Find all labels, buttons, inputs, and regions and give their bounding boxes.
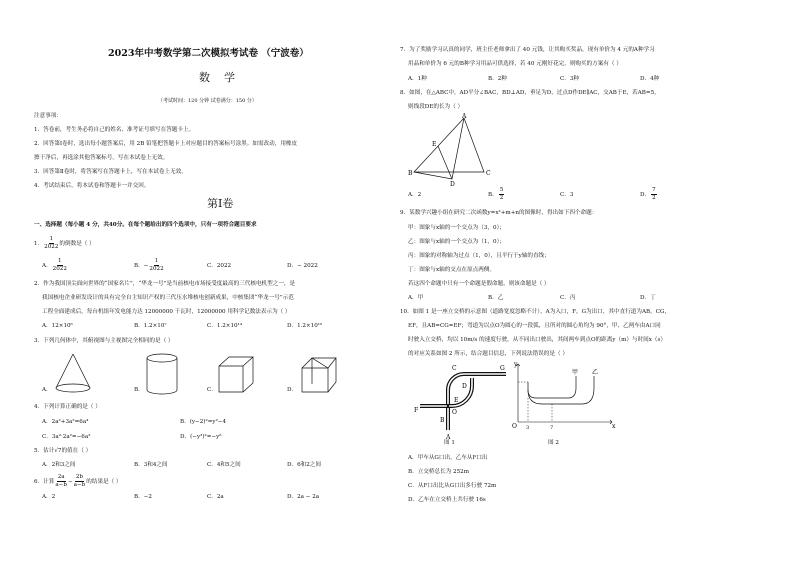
q9-option-c: C．丙 xyxy=(560,295,576,301)
fig1-label-f: F xyxy=(414,407,419,414)
question-6: 6．计算 $\frac{2a}{a-b}$ − $\frac{2b}{a-b}$ 的结果是（ ） xyxy=(34,474,122,488)
q2-option-b: B．1.2×10⁷ xyxy=(134,323,167,329)
q1-option-d: D．− 2022 xyxy=(287,263,318,269)
q9-line-3: 乙：图象与x轴的一个交点为（1，0）； xyxy=(408,239,505,245)
q3-option-b: B． xyxy=(134,387,144,393)
q2-option-d: D．1.2×10¹⁵ xyxy=(287,323,323,329)
q5-option-c: C．4和5之间 xyxy=(207,462,241,468)
q8-line-1: 8．如图，在△ABC中，AD平分∠BAC，BD⊥AD，垂足为D，过点D作DE∥AC，交AB于E，若AB=5， xyxy=(400,90,660,96)
cone-figure xyxy=(52,352,94,396)
fig1-label-c: C xyxy=(452,365,457,372)
q2-line-3: 工程全面建成后，每台机组年发电能力达 12000000 千瓦时，12000000 用科学记数法表示为（ ） xyxy=(42,309,291,315)
fig1-label-o: O xyxy=(452,409,457,416)
volume-title: 第Ⅰ卷 xyxy=(207,197,234,210)
q7-line-2: 用品和单价为 6 元的B种学习用品可供选择，若 40 元刚好花完，则购买的方案有（ ） xyxy=(408,61,622,67)
q2-option-a: A．12×10⁶ xyxy=(42,323,73,329)
q4-option-a: A．2a²+3a²=6a⁴ xyxy=(42,419,89,425)
q9-line-5: 丁：图象与x轴的交点在原点两侧。 xyxy=(408,267,496,273)
q9-option-a: A．甲 xyxy=(408,295,424,301)
question-5: 5．估计√7的值在（ ） xyxy=(34,448,92,454)
q3-option-d: D． xyxy=(287,387,298,393)
q1-option-a: A． $\frac{1}{2022}$ xyxy=(42,258,67,272)
label-a: A xyxy=(462,113,467,120)
distance-time-graph xyxy=(508,360,618,430)
fig2-label-x: x xyxy=(612,423,616,430)
fig1-label-a: A xyxy=(446,434,451,440)
q1-option-b: B．− $\frac{1}{2022}$ xyxy=(134,258,164,272)
q8-triangle-figure xyxy=(408,112,498,188)
question-4: 4．下列计算正确的是（ ） xyxy=(34,404,101,410)
q9-option-b: B．乙 xyxy=(488,295,504,301)
subject-title: 数学 xyxy=(199,71,249,84)
q4-option-b: B．(y−2)²=y²−4 xyxy=(180,419,227,425)
q9-line-1: 9．某数学兴趣小组在研究二次函数y=x²+m+n的图像时，得出如下四个命题： xyxy=(400,210,598,216)
note-3: 3．回答第Ⅱ卷时，将答案写在答题卡上，写在本试卷上无效。 xyxy=(34,169,187,175)
q10-option-b: B．立交桥总长为 252m xyxy=(408,469,470,475)
q3-option-c: C． xyxy=(207,387,217,393)
q9-line-4: 丙：图象的对称轴为过点（1，0），且平行于y轴的直线； xyxy=(408,253,550,259)
q9-option-d: D．丁 xyxy=(640,295,656,301)
fig2-tick-7: 7 xyxy=(550,425,554,430)
fig2-label-yi: 乙 xyxy=(592,369,599,376)
q4-option-c: C．3a²·2a²=−6a² xyxy=(42,434,91,440)
q8-option-b: B． $\frac{5}{2}$ xyxy=(488,187,504,201)
fig2-label-jia: 甲 xyxy=(572,369,579,376)
question-3: 3．下列几何体中，其俯视图与主视图完全相同的是（ ） xyxy=(34,338,174,344)
q4-option-d: D．(−y³)²=−y⁶ xyxy=(180,434,222,440)
time-info: （考试时间：120 分钟 试卷满分：150 分） xyxy=(158,98,257,104)
cube-figure xyxy=(216,354,258,398)
q6-option-a: A．2 xyxy=(42,494,56,500)
q3-option-a: A． xyxy=(42,387,52,393)
q7-option-d: D．4种 xyxy=(640,76,660,82)
fig2-label-y: y xyxy=(514,361,518,368)
label-e: E xyxy=(432,141,437,148)
fig1-caption: 图 1 xyxy=(444,440,455,446)
section-heading: 一、选择题（每小题 4 分，共40分。在每个题给出的四个选项中，只有一项符合题目要求 xyxy=(34,222,257,228)
note-2: 2．回答第Ⅰ卷时，选出每小题答案后，用 2B 铅笔把答题卡上对应题目的答案标号涂黑。如需改动，用橡皮 xyxy=(34,141,298,147)
q10-option-a: A．甲车从G口出，乙车从F口出 xyxy=(408,455,488,461)
fig2-label-o: O xyxy=(512,423,517,430)
label-c: C xyxy=(486,170,491,177)
fig1-label-e: E xyxy=(454,397,459,404)
q1-option-c: C．2022 xyxy=(207,263,232,269)
note-2-cont: 擦干净后，再选涂其他答案标号。写在本试卷上无效。 xyxy=(34,155,169,161)
notes-heading: 注意事项： xyxy=(34,113,62,119)
q8-option-d: D． $\frac{7}{2}$ xyxy=(640,187,656,201)
q5-option-a: A．2和3之间 xyxy=(42,462,76,468)
q2-option-c: C．1.2×10¹⁴ xyxy=(207,323,243,329)
q9-line-2: 甲：图象与x轴的一个交点为（3，0）； xyxy=(408,225,505,231)
label-d: D xyxy=(450,181,455,188)
q10-option-d: D．乙车在立交桥上共行驶 16s xyxy=(408,497,486,503)
q10-line-3: 时驶入立交桥，均以 10m/s 的速度行驶，从不同出口驶出，其间两车到点O的距离y（m）与时间x（s） xyxy=(408,337,666,343)
q8-line-2: 则线段DE的长为（ ） xyxy=(408,104,464,110)
label-b: B xyxy=(408,170,413,177)
q10-line-2: EF，且AB=CG=EF；弯道为以点O为圆心的一段弧，且所对的圆心角均为 90°，甲、乙两车由A口同 xyxy=(408,323,661,329)
q6-option-c: C．2a xyxy=(207,494,224,500)
note-1: 1．答卷前，考生务必将自己的姓名、准考证号填写在答题卡上。 xyxy=(34,127,195,133)
q7-option-a: A．1种 xyxy=(408,76,427,82)
fig2-caption: 图 2 xyxy=(548,440,559,446)
q5-option-b: B．3和4之间 xyxy=(134,462,168,468)
q7-option-b: B．2种 xyxy=(488,76,507,82)
q6-option-b: B．−2 xyxy=(134,494,152,500)
fig2-tick-3: 3 xyxy=(526,425,530,430)
interchange-figure xyxy=(412,360,512,440)
q2-line-1: 2．作为我国顶尖面向世界的“国家名片”，“华龙一号”是当前核电市场接受度最高的三代核电机型之一，是 xyxy=(34,281,296,287)
q5-option-d: D．6和2之间 xyxy=(287,462,321,468)
fig1-label-g: G xyxy=(500,365,505,372)
q7-line-1: 7．为了奖励学习认真的同学，班主任老师拿出了 40 元钱，让其购买奖品，现有单价为 4 元的A种学习 xyxy=(400,47,655,53)
q10-line-4: 的对应关系如图 2 所示，结合题目信息，下列说法错误的是（ ） xyxy=(408,351,568,357)
q10-option-c: C．从F口出比从G口出多行驶 72m xyxy=(408,483,497,489)
q10-line-1: 10．如图 1 是一座立交桥的示意图（道路宽度忽略不计），A为入口，F，G为出口，其中直行道为AB，CG， xyxy=(400,309,671,315)
q6-option-d: D．2a − 2a xyxy=(287,494,320,500)
q7-option-c: C．3种 xyxy=(560,76,580,82)
question-1: 1． $\frac{1}{2022}$ 的倒数是（ ） xyxy=(34,236,95,250)
fig1-label-b: B xyxy=(440,417,445,424)
note-4: 4．考试结束后，将本试卷和答题卡一并交回。 xyxy=(34,183,150,189)
q8-option-a: A．2 xyxy=(408,192,422,198)
prism-figure xyxy=(298,354,342,398)
q8-option-c: C．3 xyxy=(560,192,574,198)
fig1-label-d: D xyxy=(462,383,467,390)
q2-line-2: 我国核电企业研发设计的具有完全自主知识产权的三代压水堆核电创新成果，中核集团“华龙一号”示范 xyxy=(42,295,294,301)
cylinder-figure xyxy=(142,352,182,398)
q9-line-6: 若这四个命题中只有一个命题是假命题，则该命题是（ ） xyxy=(408,281,550,287)
exam-title: 2023年中考数学第二次模拟考试卷 （宁波卷） xyxy=(108,48,309,59)
